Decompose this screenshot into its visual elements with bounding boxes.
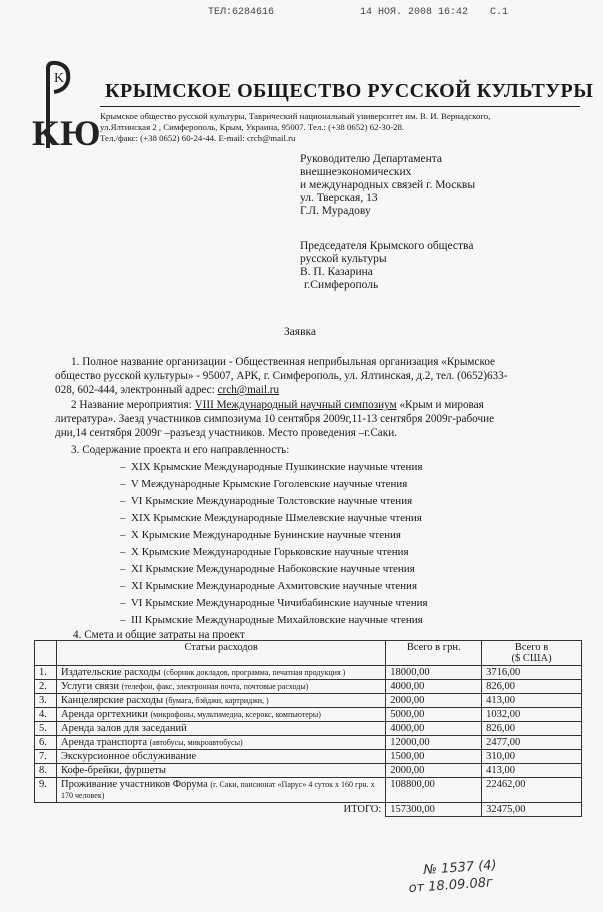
svg-text:K: K [32,113,61,153]
svg-text:K: K [54,71,65,86]
total-uah: 157300,00 [386,803,482,817]
col-header-usd: Всего в ($ США) [482,641,582,666]
sender-block: Председателя Крымского общества русской культуры В. П. Казарина г.Симферополь [300,240,474,291]
total-label: ИТОГО: [343,804,382,815]
item-4-heading: 4. Смета и общие затраты на проект [73,629,245,641]
total-usd: 32475,00 [482,803,582,817]
table-row: 8. Кофе-брейки, фуршеты 2000,00 413,00 [35,764,582,778]
table-row: 7. Экскурсионное обслуживание 1500,00 310,00 [35,750,582,764]
item-3-heading: 3. Содержание проекта и его направленность: [71,444,290,456]
table-row: 5. Аренда залов для заседаний 4000,00 826,00 [35,722,582,736]
table-header-row [35,641,582,666]
table-total-row [35,803,582,817]
list-item: – X Крымские Международные Горьковские научные чтения [120,546,409,558]
list-item: – XI Крымские Международные Набоковские научные чтения [120,563,415,575]
handwritten-registration-note: № 1537 (4) от 18.09.08г [408,857,498,897]
item-2: 2 Название мероприятия: VIII Международный научный симпозиум «Крым и мировая литература». Заезд участников симпозиума 10 сентября 2009г,11-13 сентября 2009г-рабочие дни,14 сентября 2009г –разъезд участников. Место проведения –г.Саки. [55,399,495,439]
table-row: 3. Канцелярские расходы (бумага, бэйджи, картриджи, ) 2000,00 413,00 [35,694,582,708]
svg-text:Ю: Ю [60,113,101,153]
fax-date: 14 НОЯ. 2008 16:42 [360,7,469,18]
fax-tel: ТЕЛ:6284616 [208,7,275,18]
item-1: 1. Полное название организации - Общественная неприбыльная организация «Крымское общество русской культуры» - 95007, АРК, г. Симферополь, ул. Ялтинская, д.2, тел. (0652)633- 028, 602-444, электронный адрес: crch@mail.ru [55,356,508,396]
org-title: КРЫМСКОЕ ОБЩЕСТВО РУССКОЙ КУЛЬТУРЫ [105,80,594,102]
list-item: – III Крымские Международные Михайловские научные чтения [120,614,423,626]
recipient-block: Руководителю Департамента внешнеэкономических и международных связей г. Москвы ул. Тверская, 13 Г.Л. Мурадову [300,153,476,217]
list-item: – VI Крымские Международные Чичибабинские научные чтения [120,597,428,609]
header-rule [100,106,580,107]
doc-title: Заявка [283,326,317,338]
list-item: – XIX Крымские Международные Пушкинские научные чтения [120,461,423,473]
table-row: 4. Аренда оргтехники (микрофоны, мультимедиа, ксерокс, компьютеры) 5000,00 1032,00 [35,708,582,722]
table-row: 2. Услуги связи (телефон, факс, электронная почта, почтовые расходы) 4000,00 826,00 [35,680,582,694]
org-address: Крымское общество русской культуры, Таврический национальный университет им. В. И. Вернадского, ул.Ялтинская 2 , Симферополь, Крым, Украина, 95007. Тел.: (+38 0652) 62-30-28. Тел./факс: (+38 0652) 60-24-44. E-mail: crch@mail.ru [100,111,491,143]
list-item: – XI Крымские Международные Ахмитовские научные чтения [120,580,417,592]
society-logo [30,60,101,155]
table-row: 1. Издательские расходы (сборник докладов, программа, печатная продукция ) 18000,00 3716,00 [35,666,582,680]
list-item: – XIX Крымские Международные Шмелевские научные чтения [120,512,422,524]
list-item: – X Крымские Международные Бунинские научные чтения [120,529,401,541]
col-header-item: Статьи расходов [56,641,385,666]
estimate-table [34,640,582,817]
list-item: – V Международные Крымские Гоголевские научные чтения [120,478,408,490]
fax-page: С.1 [490,7,509,18]
table-row: 6. Аренда транспорта (автобусы, микроавтобусы) 12000,00 2477,00 [35,736,582,750]
col-header-uah: Всего в грн. [386,641,482,666]
list-item: – VI Крымские Международные Толстовские научные чтения [120,495,413,507]
table-row: 9. Проживание участников Форума (г. Саки, пансионат «Парус» 4 суток х 160 грн. х 170 человек) 108800,00 22462,00 [35,778,582,803]
email-link: crch@mail.ru [217,384,280,396]
